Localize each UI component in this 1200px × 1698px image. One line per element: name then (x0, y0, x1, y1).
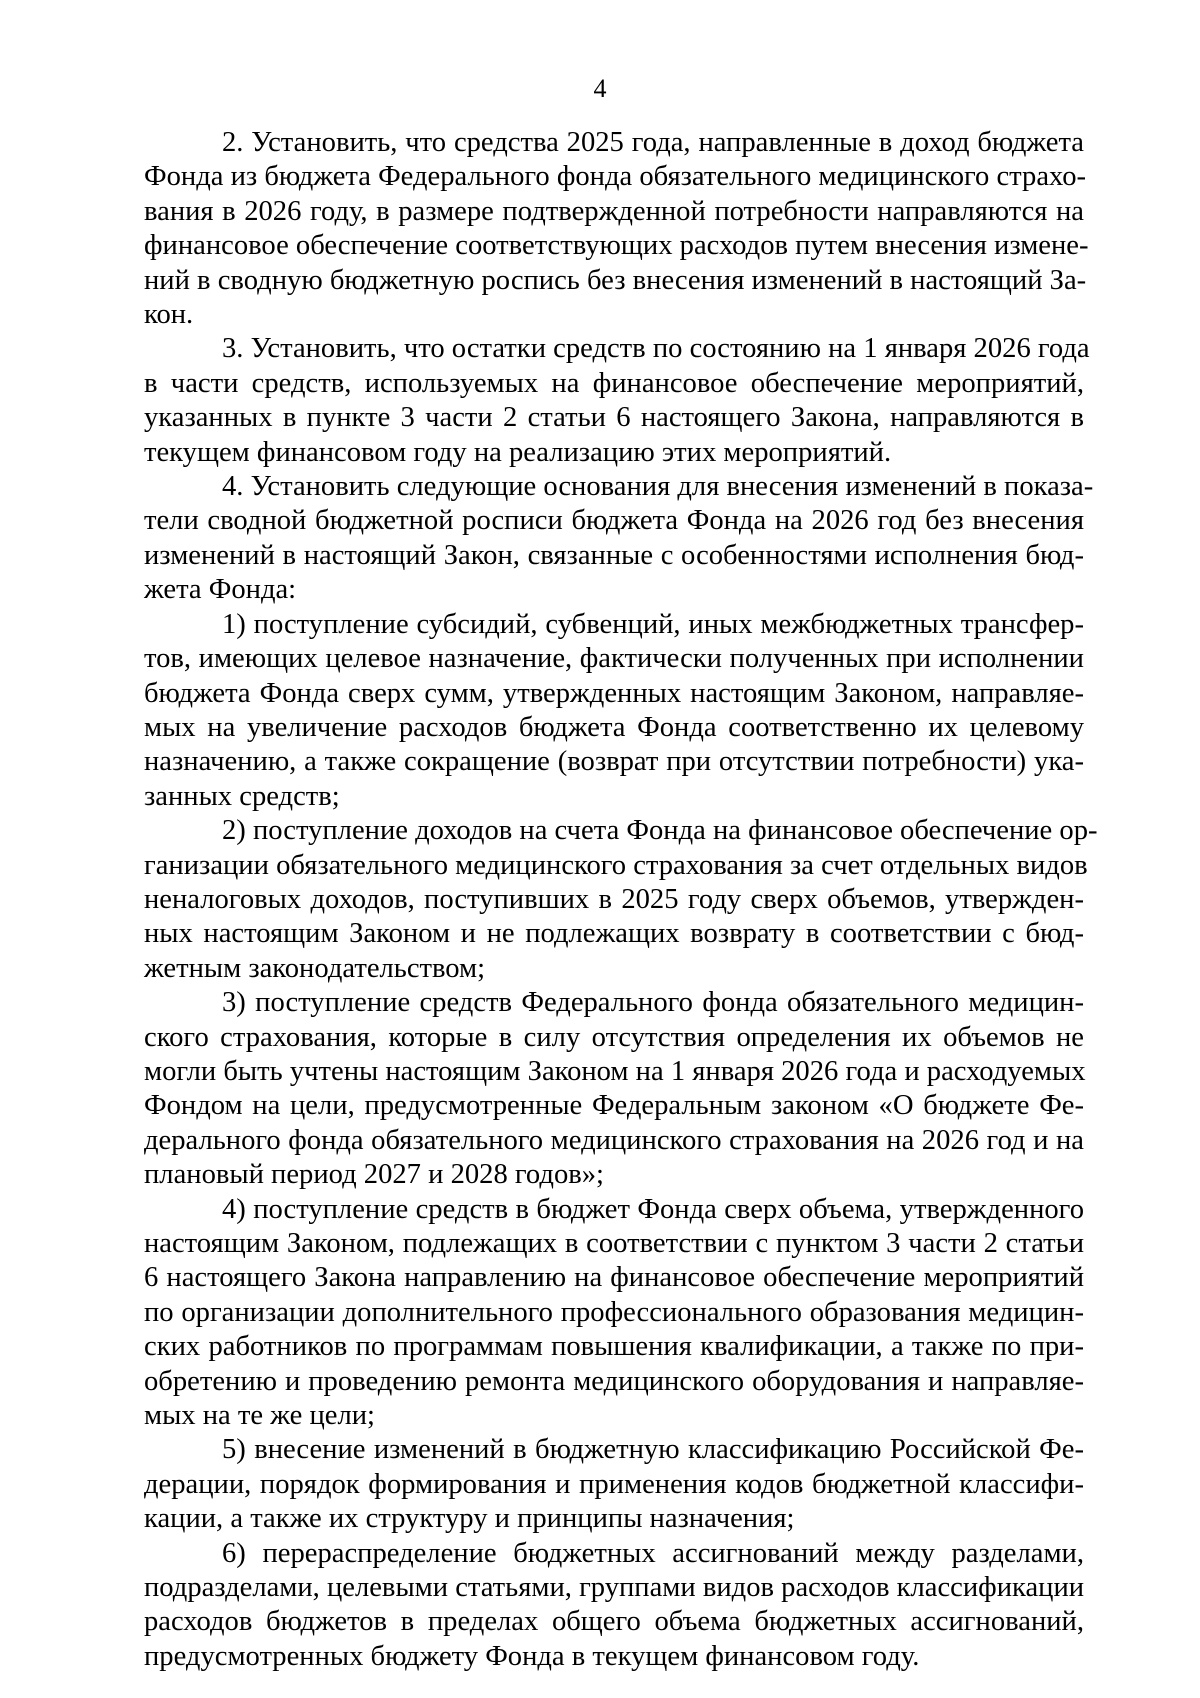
paragraph (144, 814, 1098, 986)
text-line: по организации дополнительного профессионального образования медицин- (144, 1296, 1084, 1328)
paragraph (144, 1537, 1084, 1675)
text-line: указанных в пункте 3 части 2 статьи 6 настоящего Закона, направляются в (144, 402, 1084, 434)
text-line: мых на те же цели; (144, 1400, 375, 1432)
paragraph (144, 1433, 1084, 1536)
text-line: жета Фонда: (144, 574, 297, 606)
paragraph (144, 126, 1089, 332)
text-line: жетным законодательством; (144, 952, 486, 984)
text-line: 3. Установить, что остатки средств по состоянию на 1 января 2026 года (222, 333, 1090, 365)
text-line: 4. Установить следующие основания для внесения изменений в показа- (222, 471, 1094, 503)
text-line: 6) перераспределение бюджетных ассигнований между разделами, (222, 1537, 1084, 1569)
document-body (144, 126, 1098, 1674)
text-line: занных средств; (144, 780, 340, 812)
text-line: 6 настоящего Закона направлению на финансовое обеспечение мероприятий (144, 1262, 1084, 1294)
text-line: настоящим Законом, подлежащих в соответствии с пунктом 3 части 2 статьи (144, 1228, 1084, 1259)
paragraph (144, 608, 1084, 814)
text-line: дерального фонда обязательного медицинского страхования на 2026 год и на (144, 1124, 1084, 1156)
text-line: ганизации обязательного медицинского страхования за счет отдельных видов (144, 849, 1088, 881)
text-line: бюджета Фонда сверх сумм, утвержденных настоящим Законом, направляе- (144, 677, 1084, 709)
text-line: расходов бюджетов в пределах общего объема бюджетных ассигнований, (144, 1606, 1084, 1638)
text-line: 2) поступление доходов на счета Фонда на финансовое обеспечение ор- (222, 815, 1098, 847)
text-line: 1) поступление субсидий, субвенций, иных межбюджетных трансфер- (222, 608, 1084, 640)
text-line: Фонда из бюджета Федерального фонда обязательного медицинского страхо- (144, 161, 1087, 193)
text-line: ных настоящим Законом и не подлежащих возврату в соответствии с бюд- (144, 918, 1084, 950)
text-line: ских работников по программам повышения квалификации, а также по при- (144, 1331, 1084, 1363)
paragraph (144, 1193, 1084, 1434)
text-line: кации, а также их структуру и принципы назначения; (144, 1503, 795, 1535)
text-line: вания в 2026 году, в размере подтвержденной потребности направляются на (144, 195, 1084, 227)
paragraph (144, 470, 1094, 608)
text-line: 3) поступление средств Федерального фонда обязательного медицин- (222, 987, 1084, 1019)
text-line: Фондом на цели, предусмотренные Федеральным законом «О бюджете Фе- (144, 1090, 1084, 1122)
text-line: тели сводной бюджетной росписи бюджета Фонда на 2026 год без внесения (144, 505, 1084, 537)
text-line: тов, имеющих целевое назначение, фактически полученных при исполнении (144, 643, 1084, 675)
text-line: 5) внесение изменений в бюджетную классификацию Российской Фе- (222, 1434, 1084, 1466)
text-line: назначению, а также сокращение (возврат при отсутствии потребности) ука- (144, 746, 1084, 778)
text-line: 4) поступление средств в бюджет Фонда сверх объема, утвержденного (222, 1193, 1084, 1225)
text-line: дерации, порядок формирования и применения кодов бюджетной классифи- (144, 1468, 1084, 1500)
text-line: ского страхования, которые в силу отсутствия определения их объемов не (144, 1021, 1084, 1053)
page-number: 4 (593, 74, 607, 103)
text-line: 2. Установить, что средства 2025 года, направленные в доход бюджета (222, 127, 1084, 158)
text-line: изменений в настоящий Закон, связанные с особенностями исполнения бюд- (144, 539, 1084, 571)
text-line: неналоговых доходов, поступивших в 2025 году сверх объемов, утвержден- (144, 883, 1084, 915)
text-line: финансовое обеспечение соответствующих расходов путем внесения измене- (144, 230, 1089, 262)
text-line: подразделами, целевыми статьями, группами видов расходов классификации (144, 1572, 1085, 1604)
paragraph (144, 986, 1084, 1192)
text-line: мых на увеличение расходов бюджета Фонда соответственно их целевому (144, 711, 1084, 743)
text-line: предусмотренных бюджету Фонда в текущем финансовом году. (144, 1640, 920, 1672)
text-line: в части средств, используемых на финансовое обеспечение мероприятий, (144, 367, 1084, 399)
paragraph (144, 332, 1090, 470)
text-line: ний в сводную бюджетную роспись без внесения изменений в настоящий За- (144, 264, 1087, 296)
text-line: кон. (144, 299, 194, 331)
text-line: обретению и проведению ремонта медицинского оборудования и направляе- (144, 1365, 1084, 1397)
text-line: могли быть учтены настоящим Законом на 1 января 2026 года и расходуемых (144, 1055, 1086, 1087)
text-line: плановый период 2027 и 2028 годов»; (144, 1159, 604, 1191)
text-line: текущем финансовом году на реализацию этих мероприятий. (144, 436, 892, 468)
